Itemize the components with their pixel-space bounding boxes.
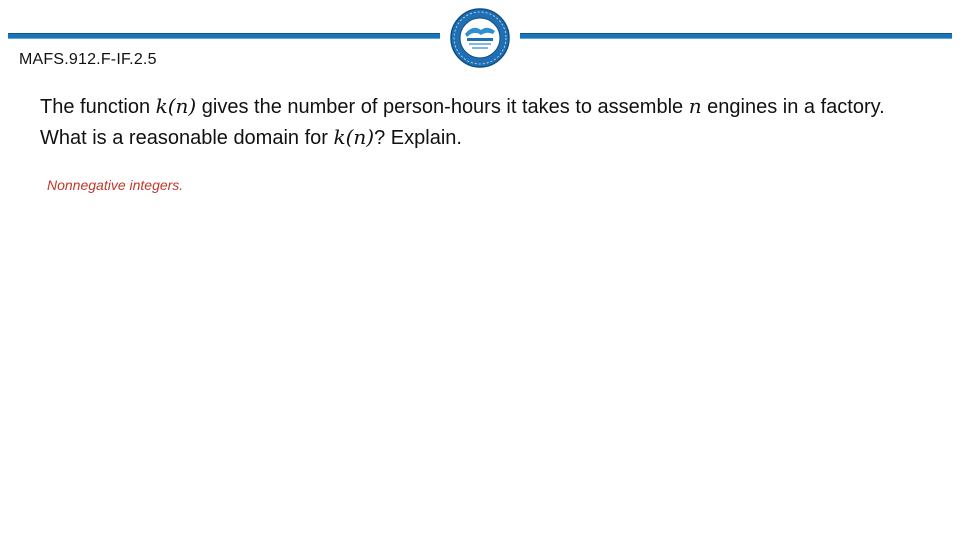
- question-part-1: The function: [40, 96, 156, 118]
- question-text: [40, 91, 920, 153]
- standard-code: MAFS.912.F-IF.2.5: [19, 51, 157, 68]
- header-rule-right: [520, 33, 952, 39]
- variable-n: n: [688, 94, 702, 118]
- question-part-2: gives the number of person-hours it takes to assemble: [196, 96, 689, 118]
- function-kn-2: k(n): [333, 125, 375, 149]
- school-district-seal-logo: [447, 7, 513, 69]
- function-kn: k(n): [155, 94, 197, 118]
- question-part-4: ? Explain.: [374, 127, 462, 149]
- answer-text: Nonnegative integers.: [47, 177, 184, 193]
- header-rule-left: [8, 33, 440, 39]
- question-part-3: engines in a factory. What is a reasonable domain for: [40, 96, 885, 149]
